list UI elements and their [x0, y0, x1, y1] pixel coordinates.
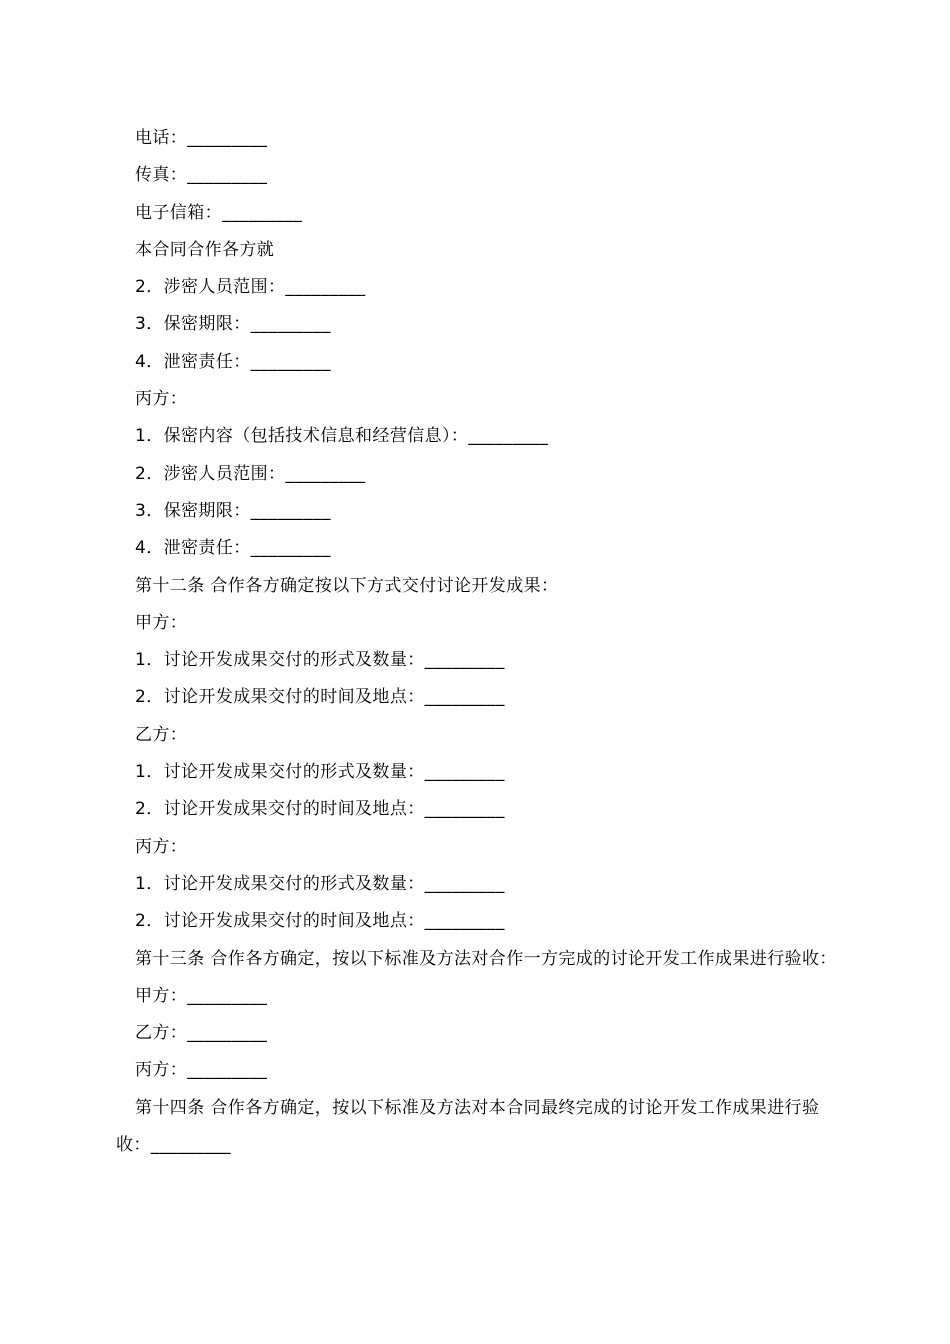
- fax-line: 传真：_________: [135, 165, 268, 186]
- document-body: [116, 120, 838, 1164]
- clause-line: 2．涉密人员范围：_________: [135, 277, 366, 298]
- clause-line: 2．讨论开发成果交付的时间及地点：_________: [135, 799, 505, 820]
- article-12-heading: 第十二条 合作各方确定按以下方式交付讨论开发成果：: [135, 575, 559, 596]
- phone-line: 电话：_________: [135, 128, 268, 148]
- clause-line: 乙方：_________: [135, 1023, 268, 1044]
- clause-line: 甲方：_________: [135, 985, 268, 1006]
- clause-line: 4．泄密责任：_________: [135, 538, 331, 559]
- clause-line: 1．保密内容（包括技术信息和经营信息）：_________: [135, 426, 549, 447]
- article-14-paragraph: 第十四条 合作各方确定，按以下标准及方法对本合同最终完成的讨论开发工作成果进行验收：_________: [116, 1097, 820, 1156]
- clause-line: 丙方：_________: [135, 1060, 268, 1081]
- clause-line: 4．泄密责任：_________: [135, 351, 331, 372]
- clause-line: 1．讨论开发成果交付的形式及数量：_________: [135, 873, 505, 894]
- party-heading: 甲方：: [135, 612, 188, 633]
- clause-line: 1．讨论开发成果交付的形式及数量：_________: [135, 650, 505, 671]
- clause-line: 2．讨论开发成果交付的时间及地点：_________: [135, 911, 505, 932]
- clause-line: 2．涉密人员范围：_________: [135, 463, 366, 484]
- party-heading: 乙方：: [135, 724, 188, 745]
- clause-line: 3．保密期限：_________: [135, 314, 331, 335]
- party-heading: 丙方：: [135, 389, 188, 410]
- party-heading: 丙方：: [135, 836, 188, 857]
- intro-line: 本合同合作各方就: [135, 239, 275, 260]
- article-13-paragraph: 第十三条 合作各方确定，按以下标准及方法对合作一方完成的讨论开发工作成果进行验收：: [135, 948, 837, 969]
- email-line: 电子信箱：_________: [135, 202, 303, 223]
- clause-line: 1．讨论开发成果交付的形式及数量：_________: [135, 762, 505, 783]
- clause-line: 2．讨论开发成果交付的时间及地点：_________: [135, 687, 505, 708]
- clause-line: 3．保密期限：_________: [135, 500, 331, 521]
